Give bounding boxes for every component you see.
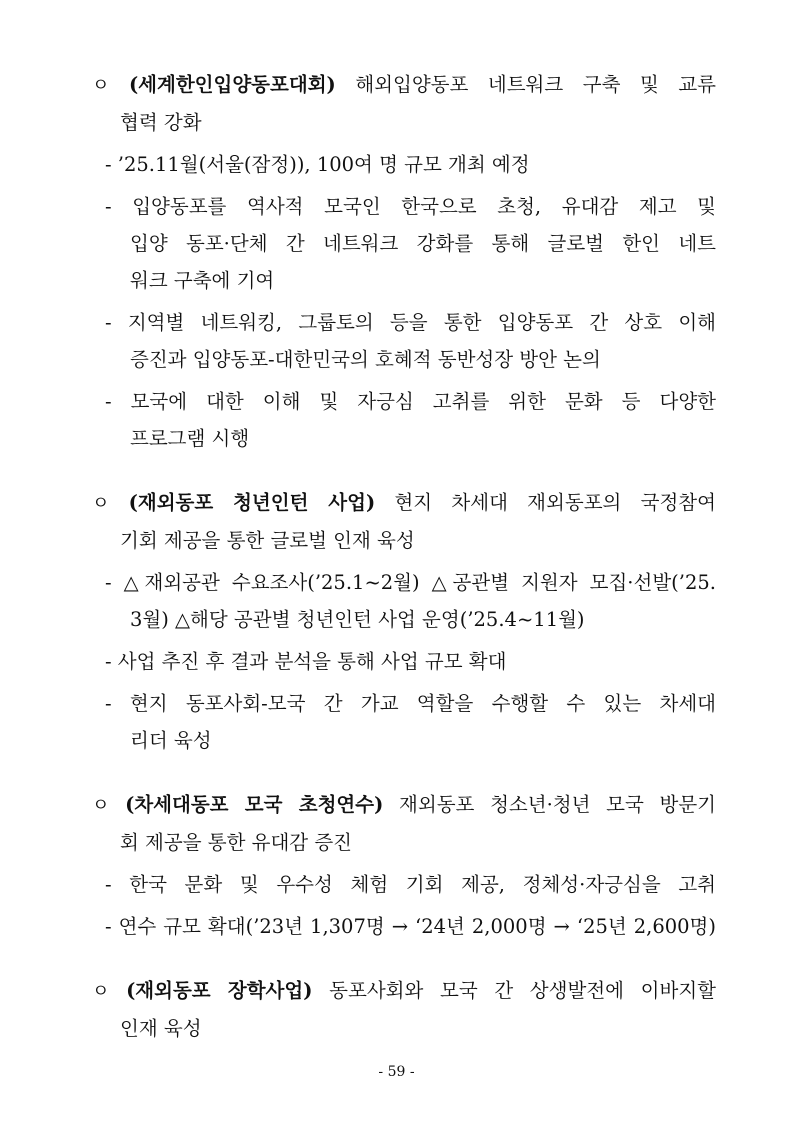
heading-line: [92, 786, 716, 824]
section-next-gen-training: [0, 786, 793, 945]
heading-line: 인재 육성: [120, 1017, 202, 1040]
sub-item: [0, 866, 793, 903]
heading-line: 회 제공을 통한 유대감 증진: [120, 831, 353, 854]
heading-line: 기회 제공을 통한 글로벌 인재 육성: [120, 529, 415, 552]
sub-item-line: 리더 육성: [130, 729, 212, 752]
section-title: (재외동포 장학사업): [126, 979, 313, 1002]
circle-bullet-icon: ㅇ: [92, 795, 110, 816]
sub-item-line: 증진과 입양동포-대한민국의 호혜적 동반성장 방안 논의: [130, 348, 601, 371]
heading-line: [92, 972, 716, 1010]
sub-item-line: - 모국에 대한 이해 및 자긍심 고취를 위한 문화 등 다양한: [105, 390, 716, 413]
sub-item-line: 프로그램 시행: [130, 427, 250, 450]
sub-item-line: 3월) △해당 공관별 청년인턴 사업 운영(’25.4~11월): [130, 608, 585, 631]
sub-item: [0, 146, 793, 183]
page-number: - 59 -: [378, 1064, 415, 1080]
section-title: (재외동포 청년인턴 사업): [128, 491, 376, 514]
sub-item-line: - 연수 규모 확대(’23년 1,307명 → ‘24년 2,000명 → ‘25년 2,600명): [105, 915, 716, 938]
section-heading: [0, 66, 793, 141]
section-scholarship: [0, 972, 793, 1047]
heading-text: 재외동포 청소년·청년 모국 방문기: [399, 793, 717, 816]
sub-item-line: - 현지 동포사회-모국 간 가교 역할을 수행할 수 있는 차세대: [105, 692, 716, 715]
section-heading: [0, 484, 793, 559]
section-heading: [0, 972, 793, 1047]
circle-bullet-icon: ㅇ: [92, 981, 110, 1002]
sub-item: [0, 383, 793, 457]
sub-item-line: - 입양동포를 역사적 모국인 한국으로 초청, 유대감 제고 및: [105, 195, 716, 218]
sub-item: [0, 188, 793, 299]
heading-text: 해외입양동포 네트워크 구축 및 교류: [355, 73, 717, 96]
heading-line: [92, 484, 716, 522]
sub-item-line: 입양 동포·단체 간 네트워크 강화를 통해 글로벌 한인 네트: [130, 232, 716, 255]
section-title: (세계한인입양동포대회): [128, 73, 336, 96]
section-heading: [0, 786, 793, 861]
sub-item: [0, 685, 793, 759]
sub-item-line: 워크 구축에 기여: [130, 269, 275, 292]
section-youth-intern: [0, 484, 793, 759]
sub-item: [0, 908, 793, 945]
sub-item-line: - 지역별 네트워킹, 그룹토의 등을 통한 입양동포 간 상호 이해: [105, 311, 716, 334]
sub-item-line: - 사업 추진 후 결과 분석을 통해 사업 규모 확대: [105, 650, 507, 673]
heading-text: 동포사회와 모국 간 상생발전에 이바지할: [329, 979, 717, 1002]
circle-bullet-icon: ㅇ: [92, 493, 110, 514]
document-body: [0, 66, 793, 1074]
sub-item-line: - ’25.11월(서울(잠정)), 100여 명 규모 개최 예정: [105, 153, 530, 176]
heading-line: 협력 강화: [120, 111, 202, 134]
sub-item: [0, 643, 793, 680]
sub-item: [0, 564, 793, 638]
sub-item: [0, 304, 793, 378]
heading-text: 현지 차세대 재외동포의 국정참여: [394, 491, 716, 514]
sub-item-line: - △재외공관 수요조사(’25.1~2월) △공관별 지원자 모집·선발(’25.: [105, 571, 716, 594]
circle-bullet-icon: ㅇ: [92, 75, 110, 96]
section-adoptee-convention: [0, 66, 793, 457]
sub-item-line: - 한국 문화 및 우수성 체험 기회 제공, 정체성·자긍심을 고취: [105, 873, 716, 896]
section-title: (차세대동포 모국 초청연수): [125, 793, 384, 816]
heading-line: [92, 66, 716, 104]
